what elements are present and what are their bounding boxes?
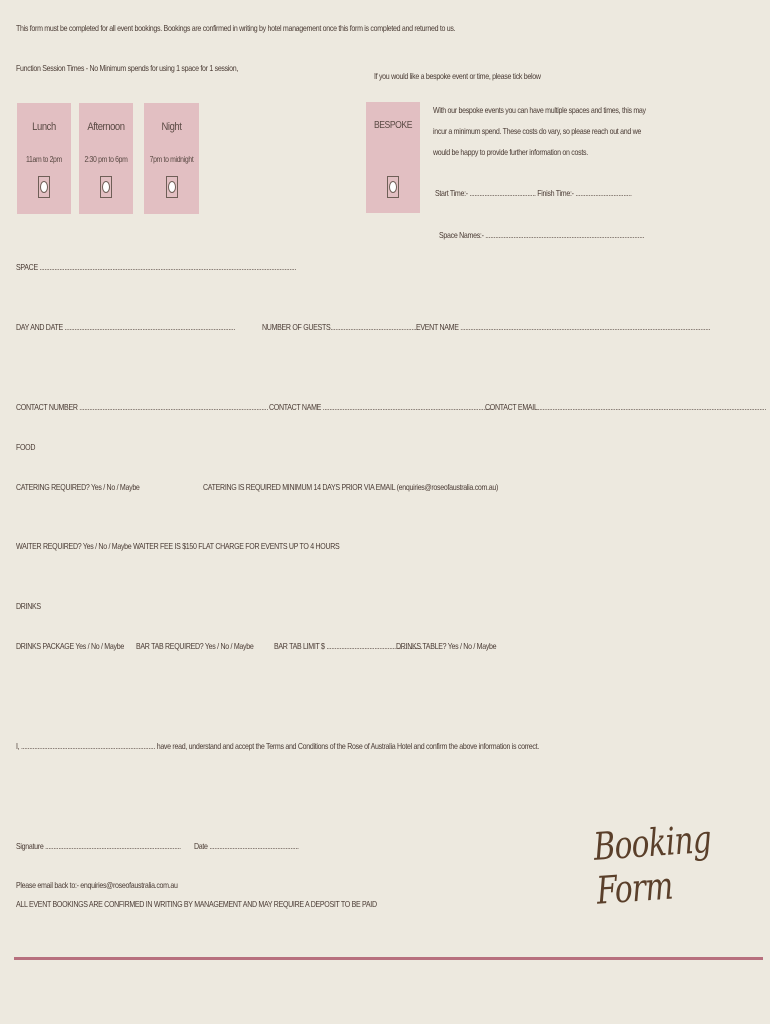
drinks-package-question[interactable]: DRINKS PACKAGE Yes / No / Maybe [16, 642, 124, 651]
contact-number-field[interactable]: CONTACT NUMBER .................................................................................................................. [16, 403, 269, 412]
bespoke-desc-line-1: With our bespoke events you can have multiple spaces and times, this may [433, 106, 646, 115]
session-card-lunch [17, 103, 71, 214]
bespoke-desc-line-2: incur a minimum spend. These costs do vary, so please reach out and we [433, 127, 642, 136]
checkbox-circle-icon [102, 181, 110, 193]
checkbox-circle-icon [168, 181, 176, 193]
food-heading: FOOD [16, 443, 36, 452]
email-back-text: Please email back to:- enquiries@roseofaustralia.com.au [16, 881, 178, 890]
event-name-field[interactable]: EVENT NAME ....................................................................................................................................................... [416, 323, 711, 332]
bar-tab-question[interactable]: BAR TAB REQUIRED? Yes / No / Maybe [136, 642, 254, 651]
session-label: Lunch [32, 121, 56, 133]
contact-name-field[interactable]: CONTACT NAME ....................................................................................................... [269, 403, 494, 412]
bespoke-checkbox[interactable] [387, 176, 399, 198]
bespoke-card [366, 102, 420, 213]
space-names-field[interactable]: Space Names:- ................................................................................................ [439, 231, 645, 240]
bar-tab-limit-field[interactable]: BAR TAB LIMIT $ .......................................................... [274, 642, 423, 651]
signature-field[interactable]: Signature .................................................................................. [16, 842, 181, 851]
sessions-heading: Function Session Times - No Minimum spends for using 1 space for 1 session, [16, 64, 239, 73]
session-label: Night [161, 121, 182, 133]
drinks-table-question[interactable]: DRINKS TABLE? Yes / No / Maybe [396, 642, 497, 651]
day-date-field[interactable]: DAY AND DATE ....................................................................................................... [16, 323, 236, 332]
confirm-note-text: ALL EVENT BOOKINGS ARE CONFIRMED IN WRITING BY MANAGEMENT AND MAY REQUIRE A DEPOSIT TO BE PAID [16, 900, 377, 909]
catering-note: CATERING IS REQUIRED MINIMUM 14 DAYS PRIOR VIA EMAIL (enquiries@roseofaustralia.com.au) [203, 483, 499, 492]
waiter-question[interactable]: WAITER REQUIRED? Yes / No / Maybe WAITER FEE IS $150 FLAT CHARGE FOR EVENTS UP TO 4 HOURS [16, 542, 340, 551]
bespoke-heading: If you would like a bespoke event or time, please tick below [374, 72, 541, 81]
date-field[interactable]: Date ...................................................... [194, 842, 299, 851]
session-checkbox-lunch[interactable] [38, 176, 50, 198]
session-checkbox-afternoon[interactable] [100, 176, 112, 198]
footer-divider [14, 957, 763, 960]
session-time: 7pm to midnight [149, 155, 194, 164]
session-card-night [144, 103, 199, 214]
bespoke-desc-line-3: would be happy to provide further information on costs. [433, 148, 588, 157]
session-time: 2:30 pm to 6pm [84, 155, 128, 164]
catering-question[interactable]: CATERING REQUIRED? Yes / No / Maybe [16, 483, 140, 492]
space-field[interactable]: SPACE ........................................................................................................................................................... [16, 263, 297, 272]
guests-field[interactable]: NUMBER OF GUESTS..................................................... [262, 323, 419, 332]
drinks-heading: DRINKS [16, 602, 41, 611]
start-finish-time-field[interactable]: Start Time:- ........................................ Finish Time:- .................................. [435, 189, 632, 198]
checkbox-circle-icon [389, 181, 397, 193]
session-checkbox-night[interactable] [166, 176, 178, 198]
intro-text: This form must be completed for all event bookings. Bookings are confirmed in writing by hotel management once this form is completed and returned to us. [16, 24, 456, 33]
session-label: Afternoon [87, 121, 125, 133]
session-card-afternoon [79, 103, 133, 214]
declaration-text[interactable]: I, ................................................................................. have read, understand and accept the Terms and Conditions of the Rose of Australia Hotel and confirm the above information is correct. [16, 742, 539, 751]
contact-email-field[interactable]: CONTACT EMAIL.......................................................................................................................................... [485, 403, 766, 412]
session-time: 11am to 2pm [26, 155, 62, 164]
checkbox-circle-icon [40, 181, 48, 193]
booking-form-title: Booking Form [592, 816, 713, 913]
bespoke-label: BESPOKE [373, 120, 413, 131]
